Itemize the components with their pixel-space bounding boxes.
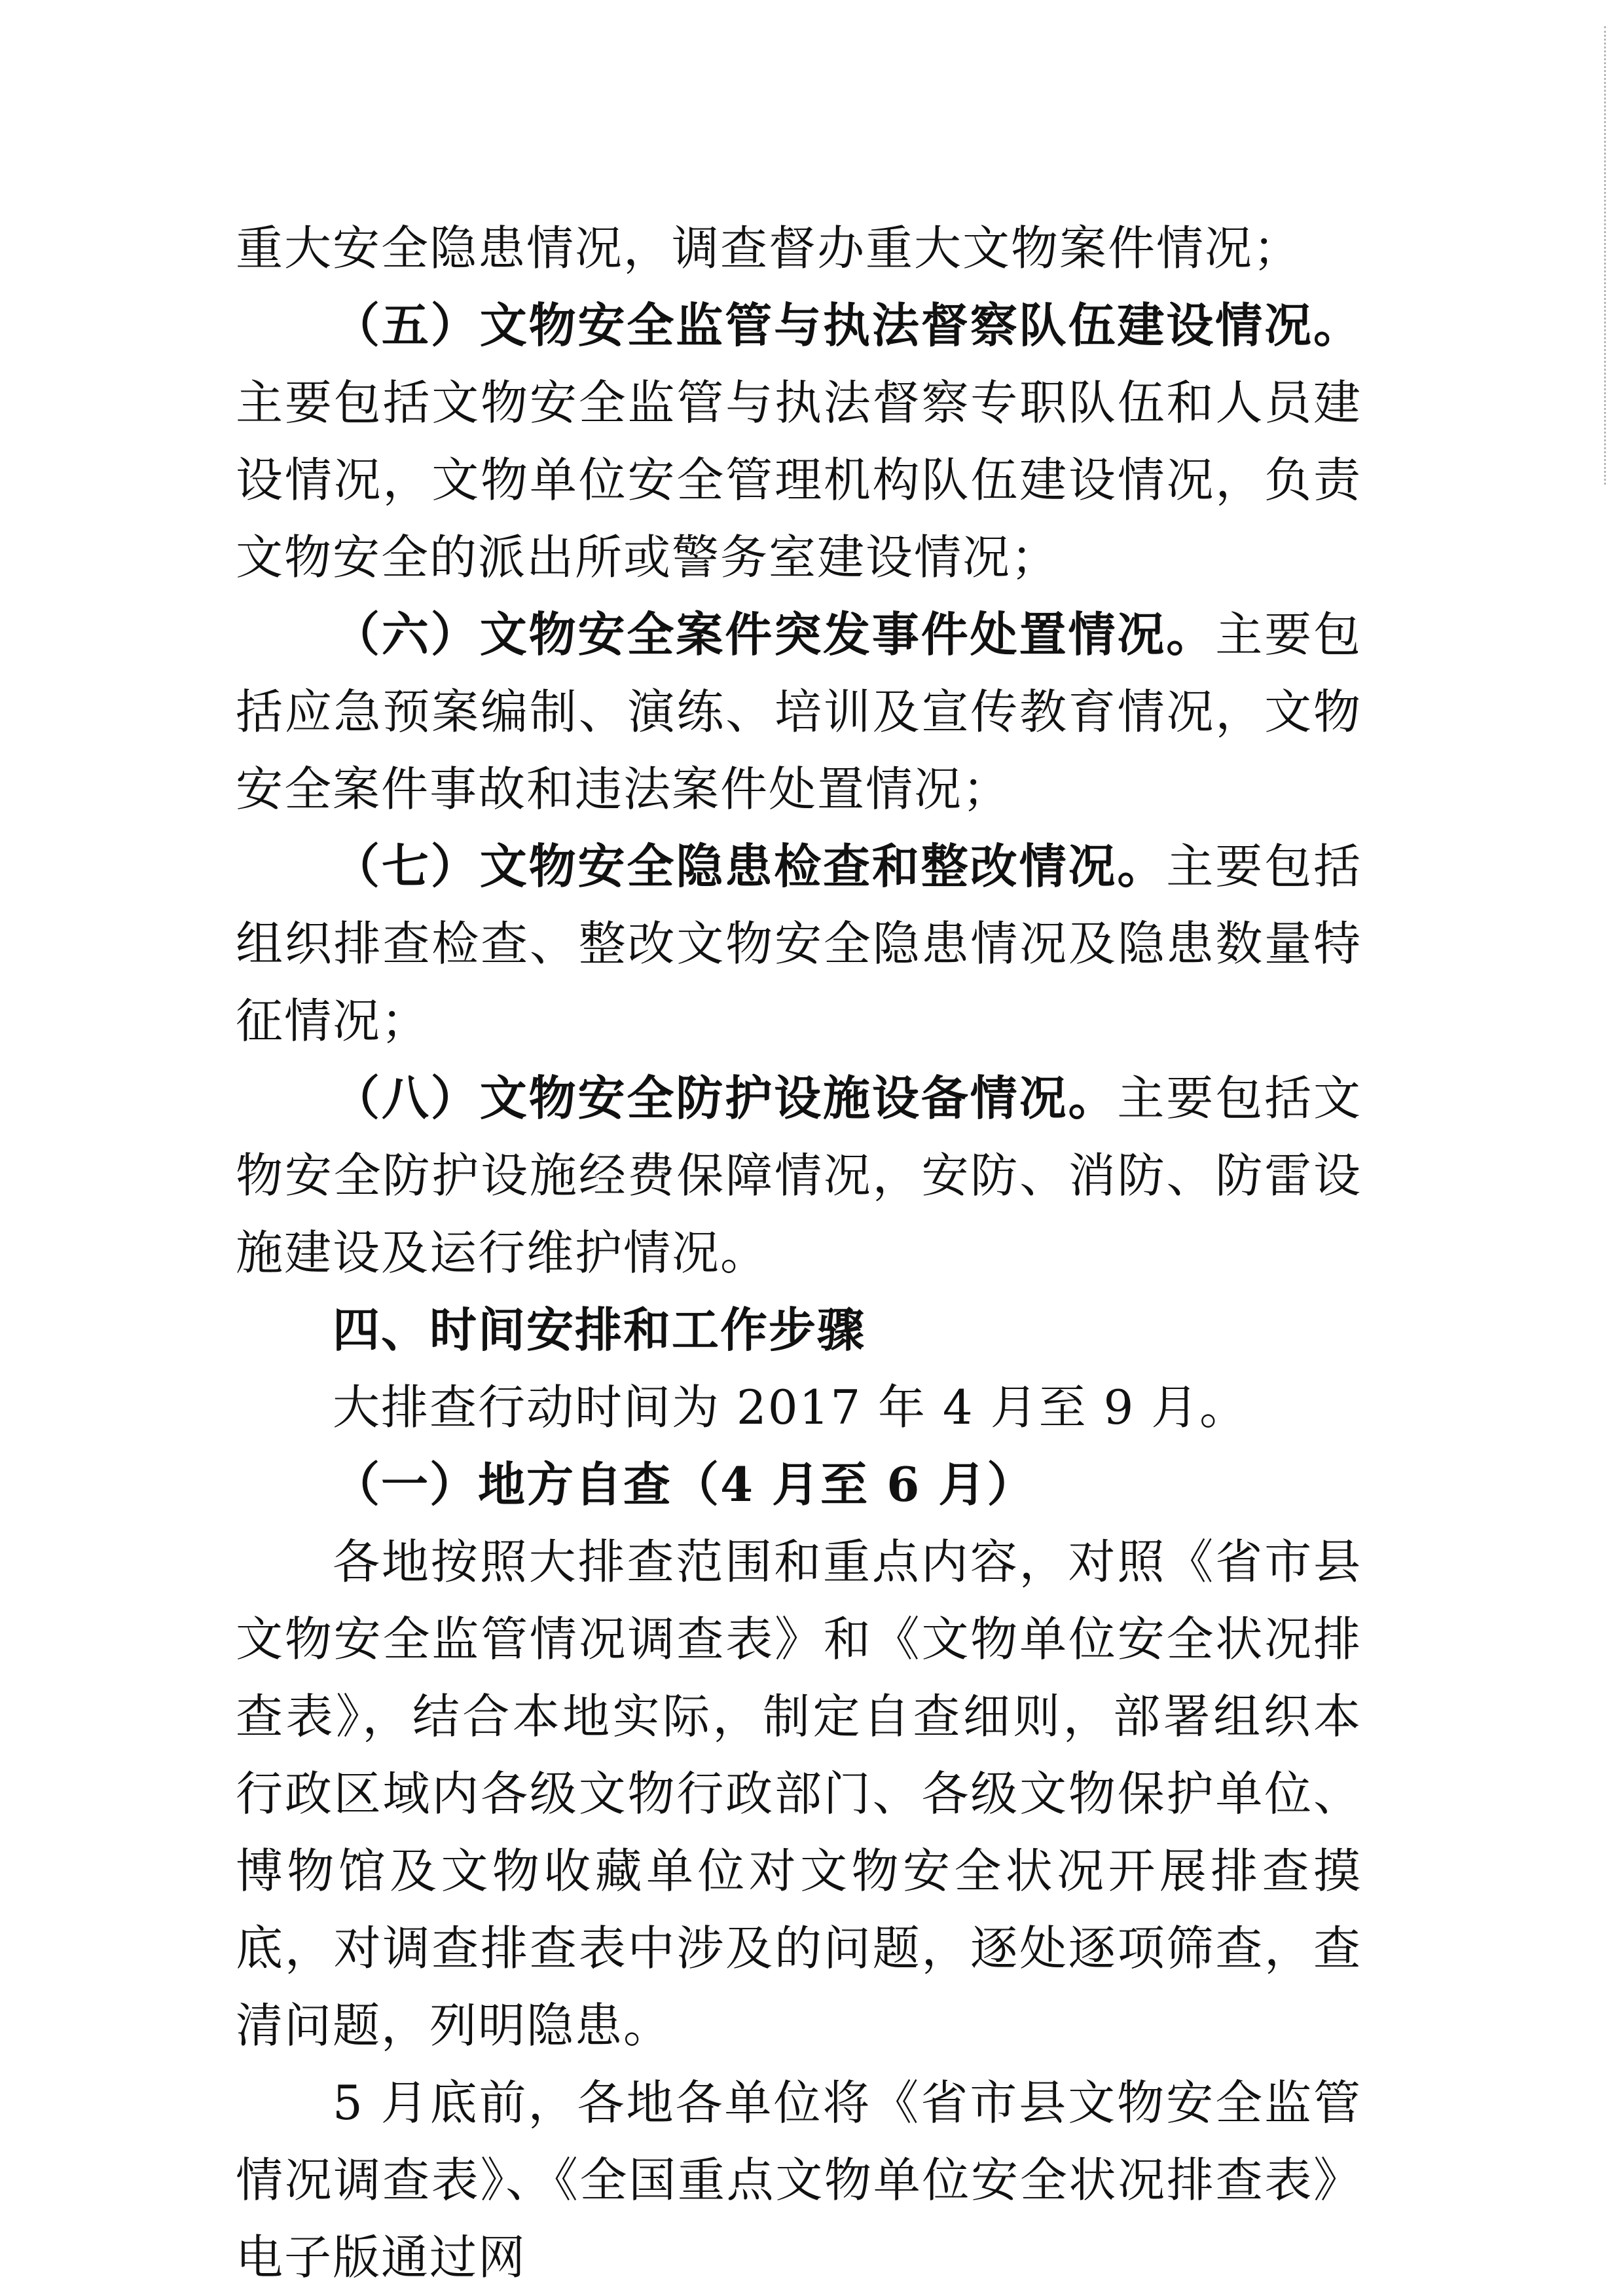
item-8-text: 主要包括文物安全防护设施经费保障情况，安防、消防、防雷设施建设及运行维护情况。: [236, 1071, 1362, 1280]
item-8-lead: （八）文物安全防护设施设备情况。: [333, 1070, 1118, 1126]
paragraph-item-7: [236, 828, 1362, 1060]
item-7-text: 主要包括组织排查检查、整改文物安全隐患情况及隐患数量特征情况；: [236, 839, 1362, 1048]
scan-edge-mark: [1604, 26, 1606, 485]
item-5-lead: （五）文物安全监管与执法督察队伍建设情况。: [333, 297, 1362, 353]
paragraph-self-check-detail: [236, 1523, 1362, 2064]
subheading-local-self-check: [236, 1446, 1362, 1523]
self-check-detail-text: 各地按照大排查范围和重点内容，对照《省市县文物安全监管情况调查表》和《文物单位安全状况排查表》，结合本地实际，制定自查细则，部署组织本行政区域内各级文物行政部门、各级文物保护单位、博物馆及文物收藏单位对文物安全状况开展排查摸底，对调查排查表中涉及的问题，逐处逐项筛查，查清问题，列明隐患。: [236, 1534, 1362, 2053]
document-body: [236, 210, 1362, 2296]
schedule-text: 大排查行动时间为 2017 年 4 月至 9 月。: [333, 1380, 1249, 1435]
may-deadline-text: 5 月底前，各地各单位将《省市县文物安全监管情况调查表》、《全国重点文物单位安全状况排查表》电子版通过网: [236, 2075, 1362, 2285]
paragraph-continuation: [236, 210, 1362, 287]
item-7-lead: （七）文物安全隐患检查和整改情况。: [333, 838, 1167, 894]
item-6-lead: （六）文物安全案件突发事件处置情况。: [333, 606, 1216, 662]
paragraph-schedule: [236, 1369, 1362, 1446]
subheading-local-self-check-lead: （一）地方自查（4 月至 6 月）: [333, 1456, 1036, 1512]
item-5-text: 主要包括文物安全监管与执法督察专职队伍和人员建设情况，文物单位安全管理机构队伍建设情况，负责文物安全的派出所或警务室建设情况；: [236, 375, 1362, 585]
paragraph-text: 重大安全隐患情况，调查督办重大文物案件情况；: [236, 221, 1302, 276]
paragraph-may-deadline: [236, 2064, 1362, 2296]
paragraph-item-6: [236, 596, 1362, 828]
item-6-text: 主要包括应急预案编制、演练、培训及宣传教育情况，文物安全案件事故和违法案件处置情况；: [236, 607, 1362, 817]
section-heading-4: 四、时间安排和工作步骤: [333, 1303, 866, 1358]
paragraph-item-5: [236, 287, 1362, 596]
paragraph-item-8: [236, 1060, 1362, 1291]
